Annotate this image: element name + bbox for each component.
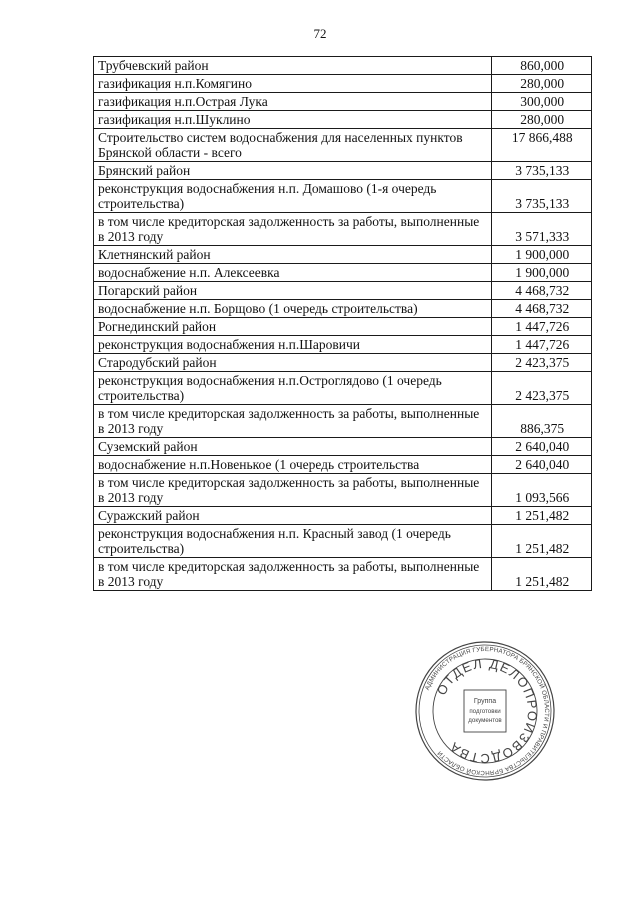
table-row xyxy=(94,354,592,372)
row-label: газификация н.п.Шуклино xyxy=(94,111,492,129)
row-amount: 3 735,133 xyxy=(492,162,592,180)
row-label: в том числе кредиторская задолженность за работы, выполненные в 2013 году xyxy=(94,213,492,246)
row-amount: 17 866,488 xyxy=(492,129,592,162)
row-label: газификация н.п.Острая Лука xyxy=(94,93,492,111)
table-row xyxy=(94,213,592,246)
row-label: реконструкция водоснабжения н.п.Шаровичи xyxy=(94,336,492,354)
table-row xyxy=(94,246,592,264)
row-amount: 3 571,333 xyxy=(492,213,592,246)
table-row xyxy=(94,264,592,282)
row-label: газификация н.п.Комягино xyxy=(94,75,492,93)
row-amount: 3 735,133 xyxy=(492,180,592,213)
table-row xyxy=(94,507,592,525)
row-label: Стародубский район xyxy=(94,354,492,372)
table-row xyxy=(94,438,592,456)
row-amount: 2 640,040 xyxy=(492,438,592,456)
table-row xyxy=(94,129,592,162)
row-label: в том числе кредиторская задолженность за работы, выполненные в 2013 году xyxy=(94,474,492,507)
stamp-center-line-1: Группа xyxy=(473,698,497,705)
row-label: реконструкция водоснабжения н.п. Домашово (1-я очередь строительства) xyxy=(94,180,492,213)
table-row xyxy=(94,456,592,474)
budget-table xyxy=(93,56,592,591)
row-label: Клетнянский район xyxy=(94,246,492,264)
row-amount: 860,000 xyxy=(492,57,592,75)
row-amount: 886,375 xyxy=(492,405,592,438)
table-row xyxy=(94,336,592,354)
row-amount: 1 251,482 xyxy=(492,507,592,525)
table-row xyxy=(94,318,592,336)
row-amount: 1 900,000 xyxy=(492,246,592,264)
row-amount: 280,000 xyxy=(492,111,592,129)
table-row xyxy=(94,162,592,180)
row-amount: 1 251,482 xyxy=(492,525,592,558)
row-label: водоснабжение н.п. Борщово (1 очередь строительства) xyxy=(94,300,492,318)
row-amount: 1 900,000 xyxy=(492,264,592,282)
table-row xyxy=(94,372,592,405)
stamp-center-line-2: подготовки xyxy=(469,708,501,715)
row-label: водоснабжение н.п. Алексеевка xyxy=(94,264,492,282)
stamp-inner-text: ОТДЕЛ ДЕЛОПРОИЗВОДСТВА xyxy=(433,655,541,767)
table-row xyxy=(94,405,592,438)
row-label: реконструкция водоснабжения н.п.Остроглядово (1 очередь строительства) xyxy=(94,372,492,405)
row-amount: 1 093,566 xyxy=(492,474,592,507)
official-stamp xyxy=(414,640,556,782)
row-amount: 4 468,732 xyxy=(492,282,592,300)
page-number: 72 xyxy=(313,26,327,41)
row-amount: 2 640,040 xyxy=(492,456,592,474)
row-label: Суражский район xyxy=(94,507,492,525)
row-amount: 1 251,482 xyxy=(492,558,592,591)
row-amount: 1 447,726 xyxy=(492,318,592,336)
table-row xyxy=(94,93,592,111)
row-amount: 300,000 xyxy=(492,93,592,111)
table-row xyxy=(94,180,592,213)
row-label: Трубчевский район xyxy=(94,57,492,75)
row-label: в том числе кредиторская задолженность за работы, выполненные в 2013 году xyxy=(94,558,492,591)
row-label: Строительство систем водоснабжения для населенных пунктов Брянской области - всего xyxy=(94,129,492,162)
stamp-center-line-3: документов xyxy=(468,717,502,724)
row-label: Брянский район xyxy=(94,162,492,180)
row-label: Погарский район xyxy=(94,282,492,300)
stamp-outer-text: АДМИНИСТРАЦИЯ ГУБЕРНАТОРА БРЯНСКОЙ ОБЛАСТИ И ПРАВИТЕЛЬСТВА БРЯНСКОЙ ОБЛАСТИ xyxy=(423,645,551,777)
row-amount: 2 423,375 xyxy=(492,372,592,405)
table-row xyxy=(94,57,592,75)
row-label: в том числе кредиторская задолженность за работы, выполненные в 2013 году xyxy=(94,405,492,438)
table-row xyxy=(94,282,592,300)
row-amount: 4 468,732 xyxy=(492,300,592,318)
row-label: водоснабжение н.п.Новенькое (1 очередь строительства xyxy=(94,456,492,474)
table-row xyxy=(94,111,592,129)
table-row xyxy=(94,525,592,558)
row-label: Суземский район xyxy=(94,438,492,456)
table-row xyxy=(94,75,592,93)
row-amount: 1 447,726 xyxy=(492,336,592,354)
budget-table-body xyxy=(94,57,592,591)
table-row xyxy=(94,300,592,318)
table-row xyxy=(94,558,592,591)
row-amount: 2 423,375 xyxy=(492,354,592,372)
row-label: реконструкция водоснабжения н.п. Красный завод (1 очередь строительства) xyxy=(94,525,492,558)
row-amount: 280,000 xyxy=(492,75,592,93)
table-row xyxy=(94,474,592,507)
row-label: Рогнединский район xyxy=(94,318,492,336)
